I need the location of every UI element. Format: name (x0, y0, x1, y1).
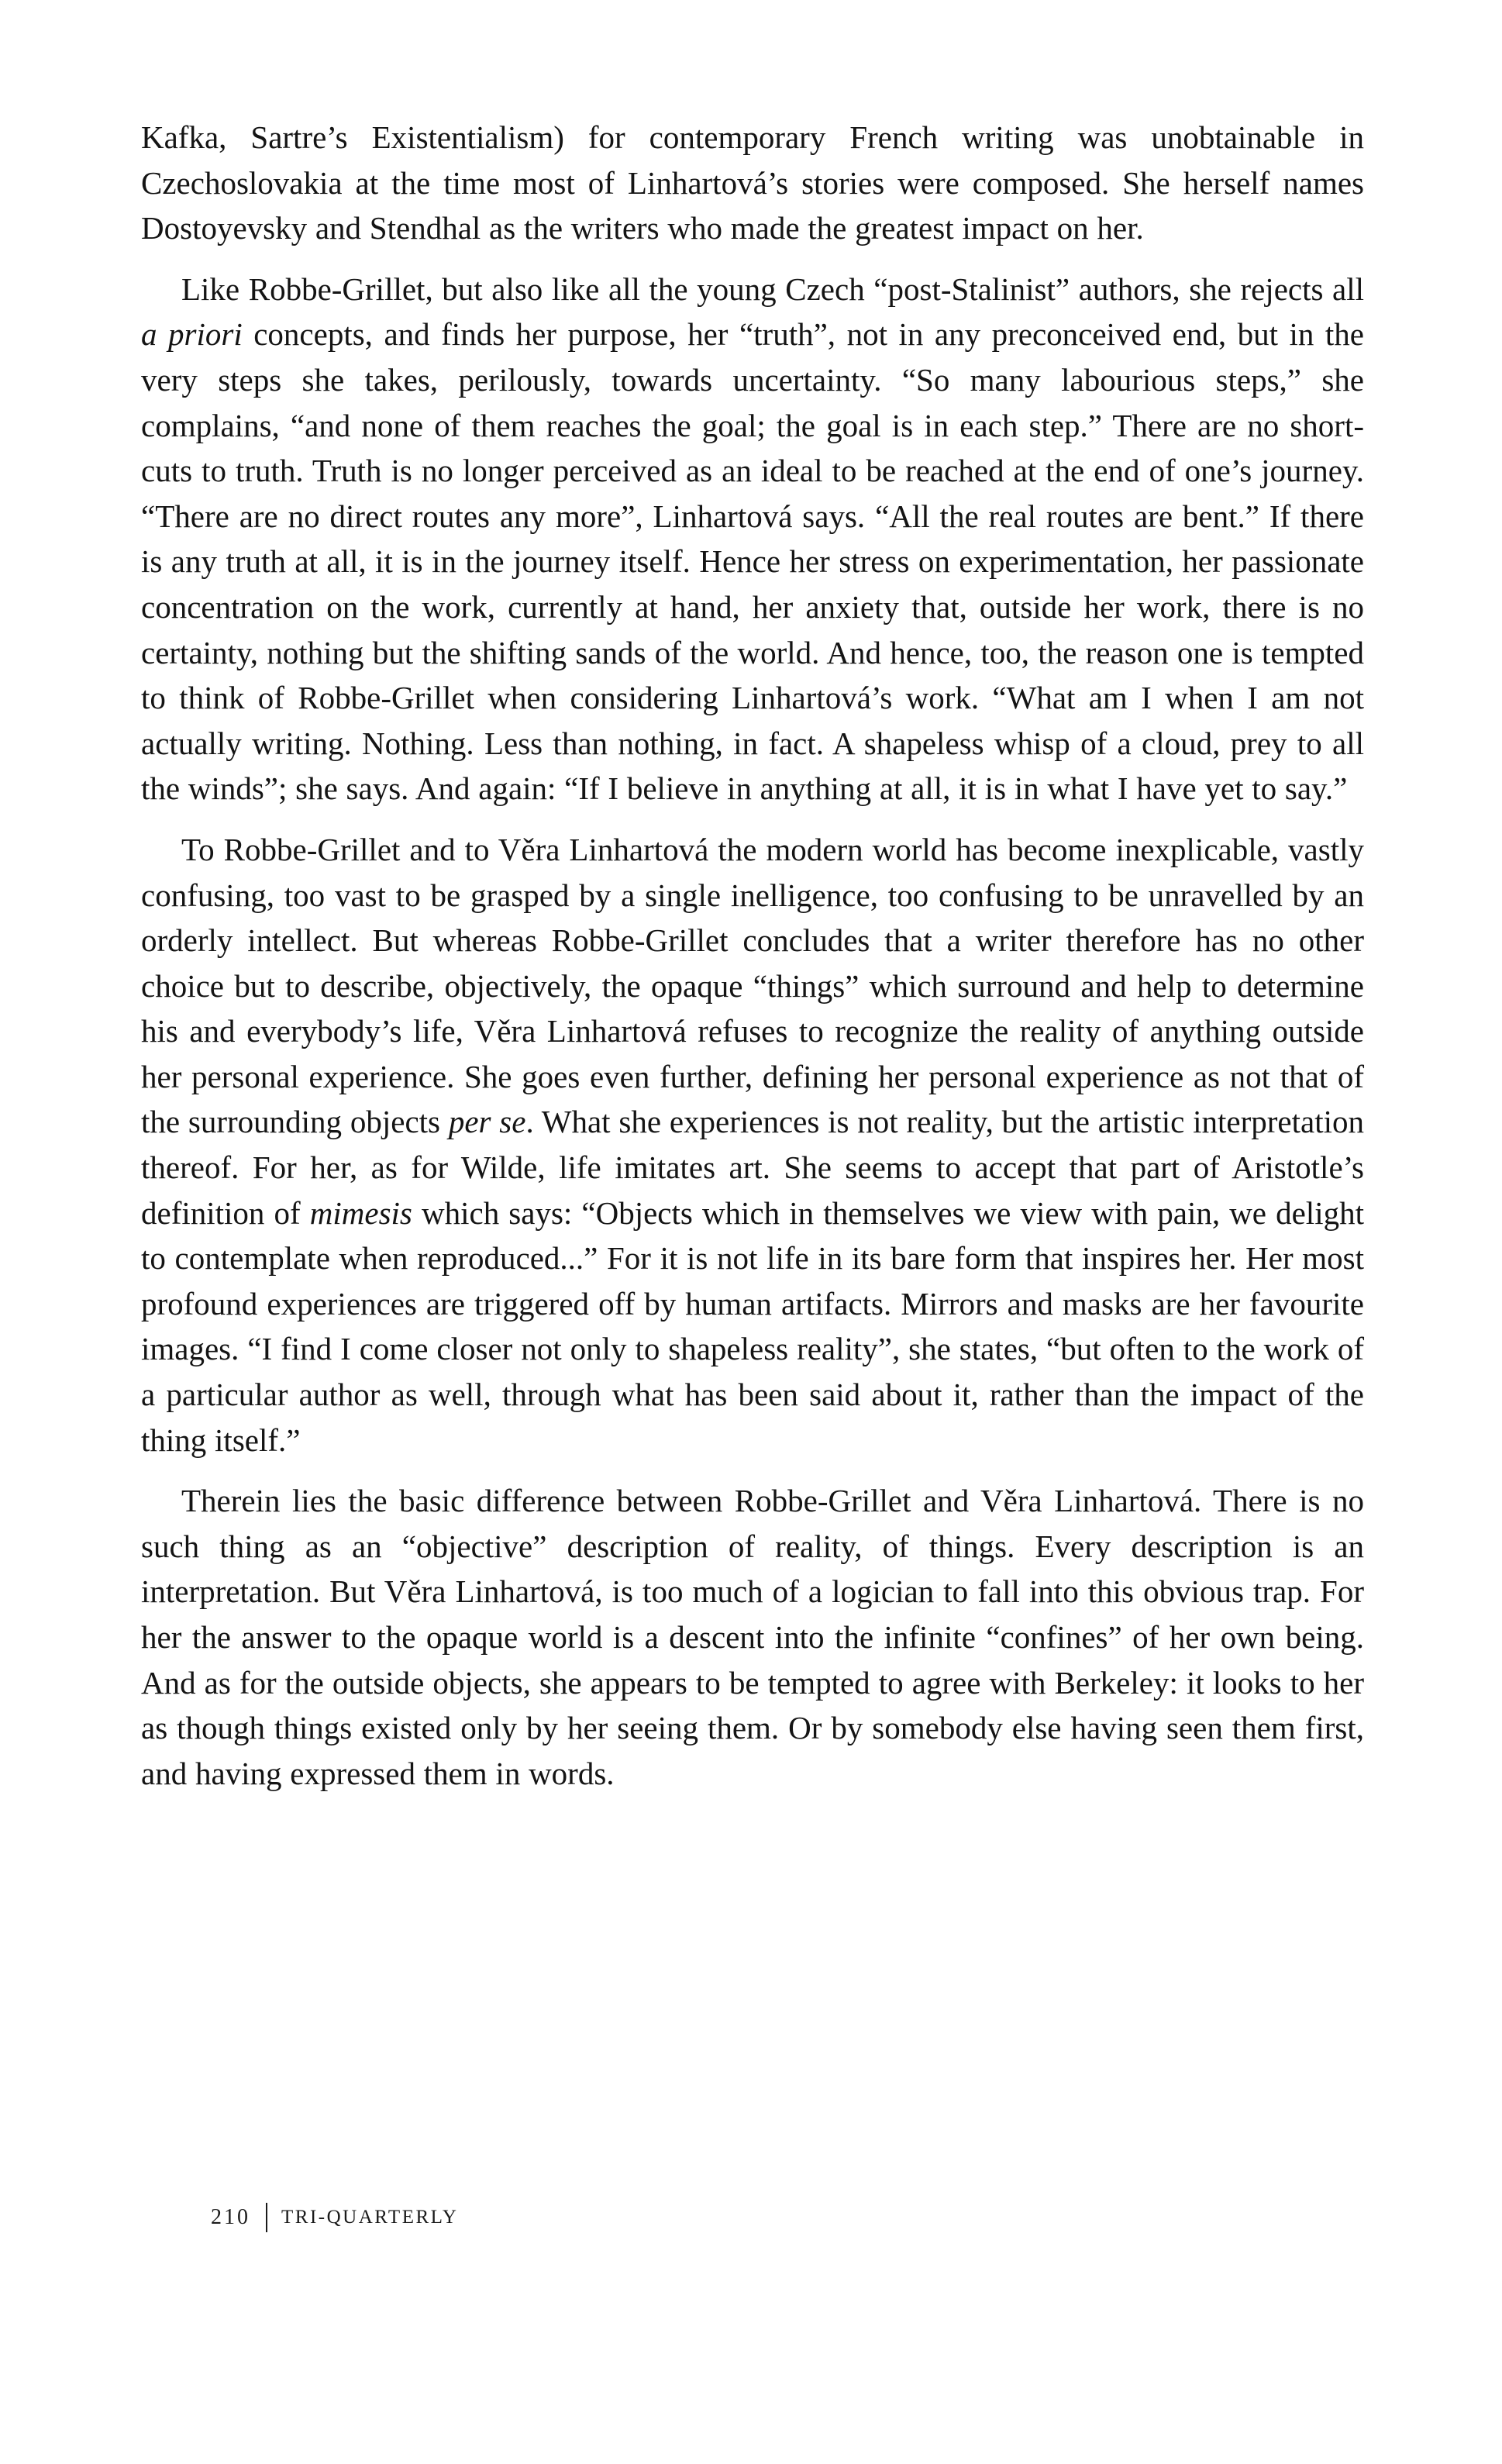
paragraph-4: Therein lies the basic difference between Robbe-Grillet and Věra Linhartová. There is no such thing as an “objective” description of reality, of things. Every description is an interpretation. But Věra Linhartová, is too much of a logician to fall into this obvious trap. For her the answer to the opaque world is a descent into the infinite “confines” of her own being. And as for the outside objects, she appears to be tempted to agree with Berkeley: it looks to her as though things existed only by her seeing them. Or by somebody else having seen them first, and having expressed them in words. (141, 1483, 1364, 1791)
paragraph-2: Like Robbe-Grillet, but also like all the young Czech “post-Stalinist” authors, she rejects all a priori concepts, and finds her purpose, her “truth”, not in any preconceived end, but in the very steps she takes, perilously, towards uncertainty. “So many labourious steps,” she complains, “and none of them reaches the goal; the goal is in each step.” There are no short-cuts to truth. Truth is no longer perceived as an ideal to be reached at the end of one’s journey. “There are no direct routes any more”, Linhartová says. “All the real routes are bent.” If there is any truth at all, it is in the journey itself. Hence her stress on experimentation, her passionate concentration on the work, currently at hand, her anxiety that, outside her work, there is no certainty, nothing but the shifting sands of the world. And hence, too, the reason one is tempted to think of Robbe-Grillet when considering Linhartová’s work. “What am I when I am not actually writing. Nothing. Less than nothing, in fact. A shapeless whisp of a cloud, prey to all the winds”; she says. And again: “If I believe in anything at all, it is in what I have yet to say.” (141, 271, 1364, 807)
paragraph-3: To Robbe-Grillet and to Věra Linhartová the modern world has become inexplicable, vastly confusing, too vast to be grasped by a single inelligence, too confusing to be unravelled by an orderly intellect. But whereas Robbe-Grillet concludes that a writer therefore has no other choice but to describe, objectively, the opaque “things” which surround and help to determine his and everybody’s life, Věra Linhartová refuses to recognize the reality of anything outside her personal experience. She goes even further, defining her personal experience as not that of the surrounding objects per se. What she experiences is not reality, but the artistic interpretation thereof. For her, as for Wilde, life imitates art. She seems to accept that part of Aristotle’s definition of mimesis which says: “Objects which in themselves we view with pain, we delight to contemplate when reproduced...” For it is not life in its bare form that inspires her. Her most profound experiences are triggered off by human artifacts. Mirrors and masks are her favourite images. “I find I come closer not only to shapeless reality”, she states, “but often to the work of a particular author as well, through what has been said about it, rather than the impact of the thing itself.” (141, 831, 1364, 1458)
page-number: 210 (211, 2205, 250, 2229)
journal-title: TRI-QUARTERLY (281, 2207, 459, 2228)
paragraph-1: Kafka, Sartre’s Existentialism) for contemporary French writing was unobtainable in Czechoslovakia at the time most of Linhartová’s stories were composed. She herself names Dostoyevsky and Stendhal as the writers who made the greatest impact on her. (141, 119, 1364, 246)
footer-divider (266, 2203, 267, 2232)
article-body (141, 115, 1364, 1811)
running-footer (211, 2203, 458, 2232)
